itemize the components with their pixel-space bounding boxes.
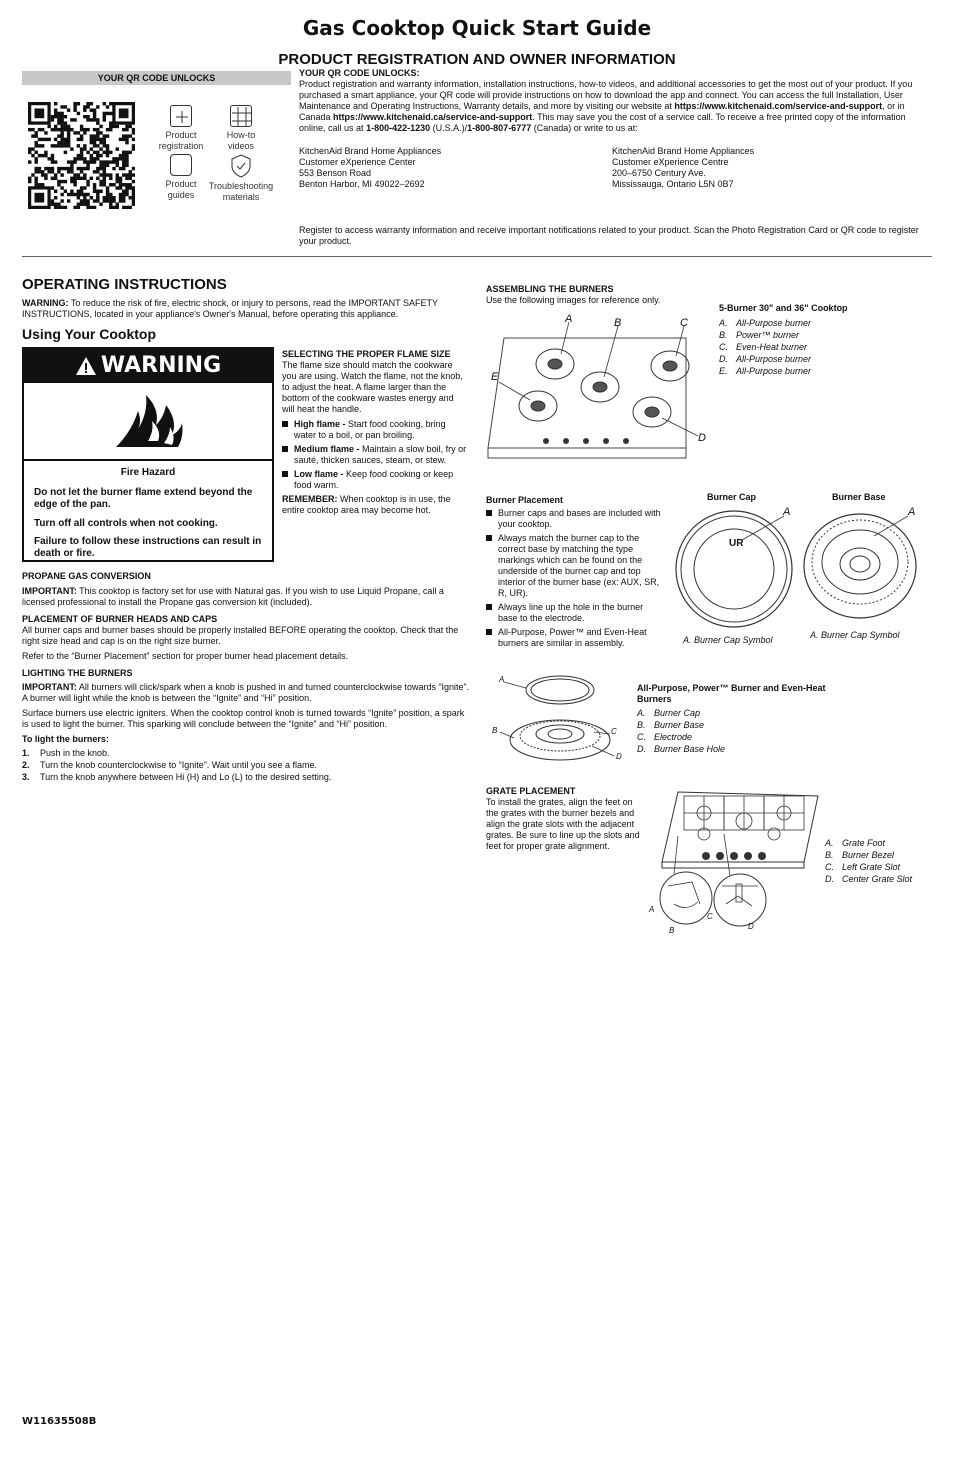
grate-section — [486, 786, 646, 852]
placement-ref: Refer to the “Burner Placement” section for proper burner head placement details. — [22, 650, 349, 661]
list-item: D. Burner Base Hole — [637, 743, 726, 754]
grate-heading: GRATE PLACEMENT — [486, 786, 576, 796]
list-item: Medium flame - Maintain a slow boil, fry or sauté, thicken sauces, steam, or stew. — [282, 444, 468, 466]
shield-check-icon — [230, 154, 252, 178]
lighting-text: Surface burners use electric igniters. When the cooktop control knob is turned towards “Ignite” position, a spark is used to light the burner. This sparking will conclude between the “Ignite” and “Hi” position. — [22, 707, 465, 729]
flame-intro: The flame size should match the cookware you are using. Watch the flame, not the knob, to adjust the heat. A flame larger than the bottom of the cookware wastes energy and will heat the handle. — [282, 359, 463, 414]
fire-icon — [24, 383, 272, 461]
diagram-letter-c: C — [680, 317, 688, 329]
grate-letter-d: D — [748, 922, 754, 931]
address-us: KitchenAid Brand Home Appliances Customer eXperience Center 553 Benson Road Benton Harbor, MI 49022–2692 — [299, 146, 442, 189]
flame-heading: SELECTING THE PROPER FLAME SIZE — [282, 349, 451, 359]
list-item: Always line up the hole in the burner base to the electrode. — [486, 602, 662, 624]
lighting-heading: LIGHTING THE BURNERS — [22, 667, 133, 678]
flame-section — [282, 349, 468, 520]
qr-code[interactable] — [28, 102, 135, 209]
assembling-heading: ASSEMBLING THE BURNERS — [486, 284, 614, 294]
us-phone: 1-800-422-1230 — [366, 122, 431, 133]
icon-product-registration — [152, 105, 210, 152]
list-item: D. Center Grate Slot — [825, 873, 913, 884]
list-item: B. Power™ burner — [719, 329, 800, 340]
burner-base-diagram — [800, 506, 924, 624]
list-item: High flame - Start food cooking, bring water to a boil, or pan broiling. — [282, 419, 468, 441]
grate-diagram — [648, 786, 820, 938]
assembly-letter-d: D — [616, 752, 622, 761]
list-item: B. Burner Base — [637, 719, 705, 730]
list-item: E. All-Purpose burner — [719, 365, 812, 376]
flame-remember: REMEMBER: When cooktop is in use, the entire cooktop area may become hot. — [282, 493, 451, 515]
list-item: Low flame - Keep food cooking or keep food warm. — [282, 469, 468, 491]
propane-text: IMPORTANT: This cooktop is factory set for use with Natural gas. If you wish to use Liquid Propane, call a licensed professional to install the Propane gas conversion kit (included). — [22, 585, 444, 607]
warning-line: Turn off all controls when not cooking. — [34, 517, 218, 529]
list-item: Burner caps and bases are included with your cooktop. — [486, 508, 662, 530]
grate-letter-a: A — [649, 905, 655, 914]
to-light-heading: To light the burners: — [22, 733, 109, 744]
burner-placement-heading: Burner Placement — [486, 495, 564, 505]
left-lower-section — [22, 571, 470, 784]
assembling-text: Use the following images for reference only. — [486, 294, 661, 305]
fire-hazard-label: Fire Hazard — [120, 467, 176, 478]
ca-phone: 1-800-807-6777 — [467, 122, 532, 133]
propane-heading: PROPANE GAS CONVERSION — [22, 571, 151, 581]
assembly-letter-a: A — [499, 675, 505, 684]
address-ca: KitchenAid Brand Home Appliances Customer eXperience Centre 200–6750 Century Ave. Mississauga, Ontario L5N 0B7 — [612, 146, 755, 189]
list-item: B. Burner Bezel — [825, 849, 895, 860]
list-item: 2. Turn the knob counterclockwise to “Ignite”. Wait until you see a flame. — [22, 759, 317, 770]
burner-assembly-diagram — [490, 672, 630, 768]
icon-troubleshooting — [204, 154, 278, 203]
icon-label: How-to videos — [226, 130, 256, 151]
list-item: D. All-Purpose burner — [719, 353, 812, 364]
diagram-letter-d: D — [698, 432, 706, 444]
plus-icon — [170, 105, 192, 127]
unlocks-paragraph: Product registration and warranty information, installation instructions, how-to videos, and additional accessories to get the most out of your product. If you purchased a smart appliance, your QR code will provide instructions on how to download the app and connect. You can access the full Installation, User Maintenance and Operating Instructions, Warranty details, and more by visiting our website at https://www.kitchenaid.com/service-and-support, or in Canada https://www.kitchenaid.ca/service-and-support. This may save you the cost of a service call. To receive a free printed copy of the information online, call us at 1-800-422-1230 (U.S.A.)/1-800-807-6777 (Canada) or write to us at: — [299, 78, 913, 133]
assembly-letter-c: C — [611, 727, 617, 736]
placement-text: All burner caps and burner bases should be properly installed BEFORE operating the cooktop. Check that the right size head and cap is on the right size burner. — [22, 624, 459, 646]
grid-icon — [230, 105, 252, 127]
operating-heading: OPERATING INSTRUCTIONS — [22, 276, 227, 293]
cooktop-legend-title: 5-Burner 30" and 36" Cooktop — [719, 303, 848, 313]
diagram-letter-a: A — [565, 313, 573, 325]
list-item: A. Burner Cap — [637, 707, 701, 718]
warning-header: WARNING — [24, 349, 272, 383]
icon-how-to-videos — [214, 105, 268, 152]
unlocks-heading: YOUR QR CODE UNLOCKS: — [299, 68, 420, 78]
page-subtitle: PRODUCT REGISTRATION AND OWNER INFORMATION — [278, 51, 676, 68]
cap-caption: A. Burner Cap Symbol — [683, 635, 773, 645]
list-item: C. Electrode — [637, 731, 693, 742]
warning-box — [22, 347, 274, 562]
operating-section — [22, 276, 472, 343]
grate-legend — [825, 838, 945, 886]
icon-label: Product guides — [165, 179, 197, 200]
icon-label: Troubleshooting materials — [208, 181, 274, 202]
cap-type-mark: UR — [729, 538, 744, 549]
burner-cap-diagram — [672, 506, 796, 630]
lighting-steps — [22, 748, 470, 783]
warning-line: Failure to follow these instructions can result in death or fire. — [34, 535, 262, 559]
placement-heading: PLACEMENT OF BURNER HEADS AND CAPS — [22, 613, 218, 624]
operating-warning: WARNING: To reduce the risk of fire, electric shock, or injury to persons, read the IMPORTANT SAFETY INSTRUCTIONS, located in your appliance's Owner's Manual, before operating this appliance. — [22, 298, 438, 320]
part-number: W11635508B — [22, 1416, 97, 1427]
lighting-important: IMPORTANT: All burners will click/spark when a knob is pushed in and turned counterclockwise towards “Ignite”. A burner will light while the knob is between the “Ignite” and “Hi” position. — [22, 681, 470, 703]
assembling-section — [486, 284, 706, 306]
list-item: A. All-Purpose burner — [719, 317, 812, 328]
section-divider — [22, 256, 932, 257]
base-letter-a: A — [908, 506, 916, 518]
register-text: Register to access warranty information and receive important notifications related to your product. Scan the Photo Registration Card or QR code to register your product. — [299, 225, 919, 246]
list-item: 3. Turn the knob anywhere between Hi (H) and Lo (L) to the desired setting. — [22, 771, 332, 782]
assembly-legend-title: All-Purpose, Power™ Burner and Even-Heat Burners — [637, 683, 826, 704]
using-heading: Using Your Cooktop — [22, 326, 157, 343]
list-item: Always match the burner cap to the correct base by matching the type markings which can be found on the underside of the burner cap and top interior of the burner base (ex: AUX, SR, R, UR). — [486, 533, 662, 599]
list-item: C. Even-Heat burner — [719, 341, 808, 352]
cap-letter-a: A — [783, 506, 791, 518]
qr-band: YOUR QR CODE UNLOCKS — [22, 71, 291, 85]
burner-base-title: Burner Base — [832, 492, 886, 502]
cooktop-diagram — [486, 312, 718, 474]
ca-support-link[interactable]: https://www.kitchenaid.ca/service-and-support — [333, 111, 533, 122]
diagram-letter-e: E — [491, 371, 499, 383]
us-support-link[interactable]: https://www.kitchenaid.com/service-and-support — [674, 100, 883, 111]
assembly-letter-b: B — [492, 726, 498, 735]
base-caption: A. Burner Cap Symbol — [810, 630, 900, 640]
list-item: All-Purpose, Power™ and Even-Heat burners are similar in assembly. — [486, 627, 662, 649]
icon-product-guides — [155, 154, 207, 201]
document-icon — [170, 154, 192, 176]
warning-line: Do not let the burner flame extend beyond the edge of the pan. — [34, 487, 253, 511]
grate-letter-c: C — [707, 912, 713, 921]
warning-triangle-icon — [75, 356, 97, 376]
diagram-letter-b: B — [614, 317, 622, 329]
icon-label: Product registration — [158, 130, 204, 151]
burner-cap-title: Burner Cap — [707, 492, 757, 502]
page-title: Gas Cooktop Quick Start Guide — [302, 16, 652, 40]
unlocks-section — [299, 68, 931, 138]
grate-text: To install the grates, align the feet on the grates with the burner bezels and align the grate slots with the adjacent grates. Be sure to line up the slots and feet for proper grate alignment. — [486, 796, 640, 851]
list-item: A. Grate Foot — [825, 838, 886, 848]
burner-placement-section — [486, 495, 662, 652]
list-item: 1. Push in the knob. — [22, 747, 110, 758]
grate-letter-b: B — [669, 926, 675, 935]
assembly-legend — [637, 683, 857, 756]
list-item: C. Left Grate Slot — [825, 861, 901, 872]
cooktop-legend — [719, 303, 919, 378]
